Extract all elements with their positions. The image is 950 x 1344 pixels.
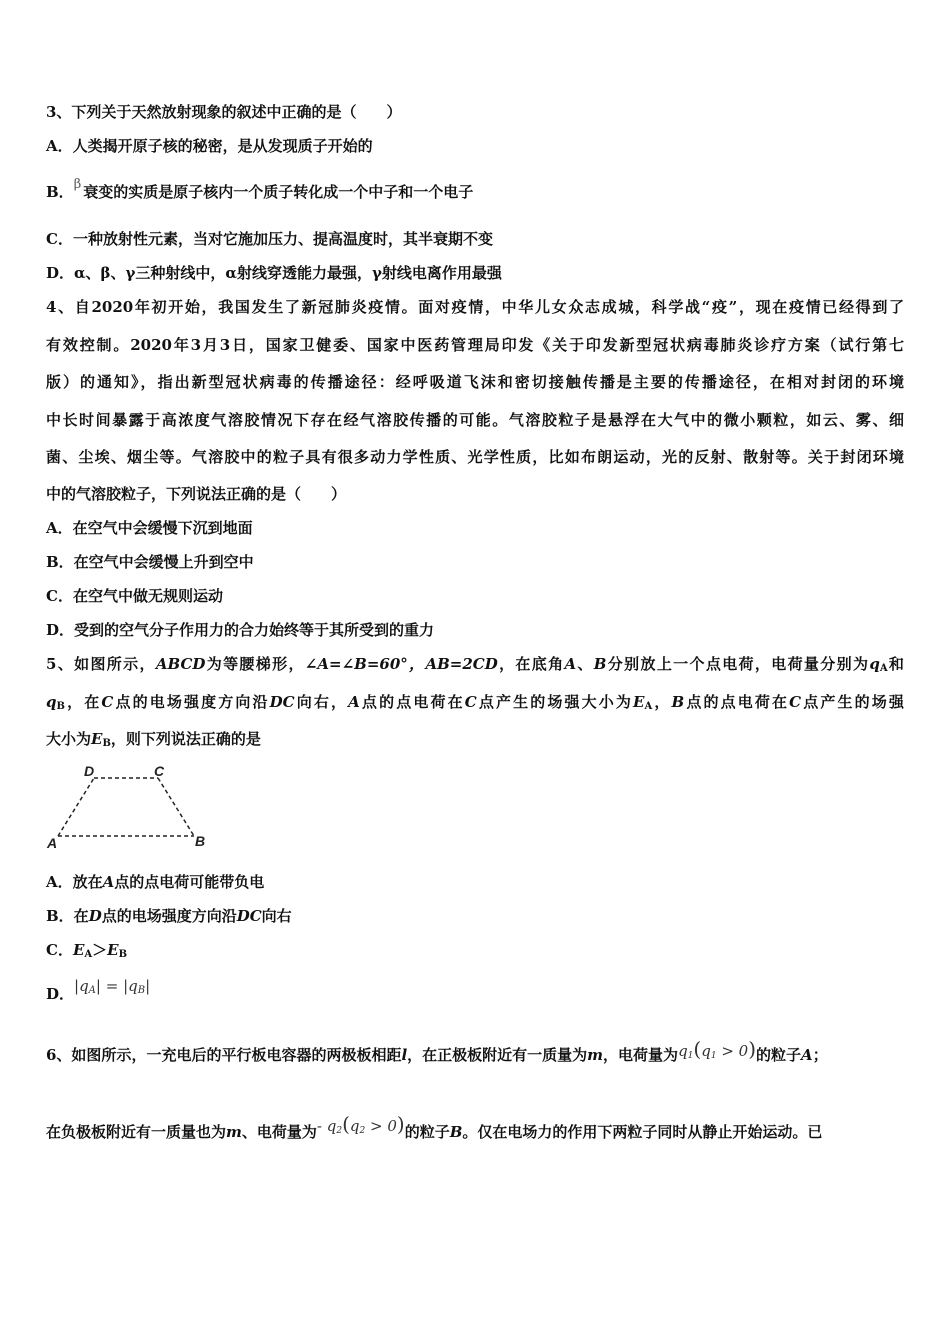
abs-charge-equation: $|q_A| = |q_B|$ (74, 977, 151, 996)
trapezoid-edge-ad (58, 778, 94, 836)
charge-q2-expression: - $q_2(q_2 > 0)$ (316, 1112, 405, 1136)
q4-stem-line: 中的气溶胶粒子，下列说法正确的是（ ） (46, 485, 347, 503)
q5-stem-line-2: $q_B$，在C点的电场强度方向沿DC向右，A点的点电荷在C点产生的场强大小为$E_A$，B点的点电荷在C点产生的场强 (46, 693, 904, 712)
q4-option-c: C．在空气中做无规则运动 (46, 587, 223, 605)
beta-symbol: β (73, 177, 82, 192)
vertex-label-a: A (47, 835, 58, 851)
q3-stem: 3、下列关于天然放射现象的叙述中正确的是（ ） (46, 103, 402, 121)
q4-option-a: A．在空气中会缓慢下沉到地面 (46, 519, 253, 537)
trapezoid-figure (44, 760, 214, 852)
q4-stem-line: 有效控制。2020年3月3日，国家卫健委、国家中医药管理局印发《关于印发新型冠状病毒肺炎诊疗方案（试行第七 (46, 336, 904, 354)
q5-option-c: C．$E_A>E_B$ (46, 941, 128, 960)
q3-option-b-label: B． (46, 183, 74, 201)
q4-option-d: D．受到的空气分子作用力的合力始终等于其所受到的重力 (46, 621, 435, 639)
q5-stem-line-1: 5、如图所示，ABCD为等腰梯形，∠A=∠B=60°，AB=2CD，在底角A、B分别放上一个点电荷，电荷量分别为$q_A$和 (46, 655, 904, 674)
vertex-label-d: D (84, 763, 95, 779)
charge-q1-expression: $q_1(q_1 > 0)$ (678, 1037, 757, 1061)
q6-stem-line-2: 在负极板附近有一质量也为m、电荷量为- $q_2(q_2 > 0)$的粒子B。仅在电场力的作用下两粒子同时从静止开始运动。已 (46, 1112, 823, 1141)
q6-stem-line-1: 6、如图所示，一充电后的平行板电容器的两极板相距l，在正极板附近有一质量为m，电荷量为$q_1(q_1 > 0)$的粒子A； (46, 1037, 828, 1064)
q5-option-a: A．放在A点的点电荷可能带负电 (46, 873, 265, 891)
trapezoid-edge-bc (158, 778, 194, 836)
q5-stem-line-3: 大小为$E_B$，则下列说法正确的是 (46, 730, 261, 749)
q4-stem-line: 中长时间暴露于高浓度气溶胶情况下存在经气溶胶传播的可能。气溶胶粒子是悬浮在大气中的微小颗粒，如云、雾、细 (46, 411, 904, 429)
q4-stem-line: 4、自2020年初开始，我国发生了新冠肺炎疫情。面对疫情，中华儿女众志成城，科学战“疫”，现在疫情已经得到了 (46, 298, 904, 316)
q4-stem-line: 版）的通知》，指出新型冠状病毒的传播途径：经呼吸道飞沫和密切接触传播是主要的传播途径，在相对封闭的环境 (46, 373, 904, 391)
q5-option-b: B．在D点的电场强度方向沿DC向右 (46, 907, 292, 925)
q3-option-c: C．一种放射性元素，当对它施加压力、提高温度时，其半衰期不变 (46, 230, 493, 248)
vertex-label-b: B (195, 833, 206, 849)
q4-stem-line: 菌、尘埃、烟尘等。气溶胶中的粒子具有很多动力学性质、光学性质，比如布朗运动，光的反射、散射等。关于封闭环境 (46, 448, 904, 466)
q5-option-d: D．$|q_A| = |q_B|$ (46, 977, 151, 1003)
q3-option-b (46, 177, 474, 204)
q3-option-d: D．α、β、γ三种射线中，α射线穿透能力最强，γ射线电离作用最强 (46, 264, 502, 282)
q3-option-a: A．人类揭开原子核的秘密，是从发现质子开始的 (46, 137, 373, 155)
q3-option-b-text: 衰变的实质是原子核内一个质子转化成一个中子和一个电子 (83, 183, 474, 201)
vertex-label-c: C (154, 763, 165, 779)
q4-option-b: B．在空气中会缓慢上升到空中 (46, 553, 254, 571)
